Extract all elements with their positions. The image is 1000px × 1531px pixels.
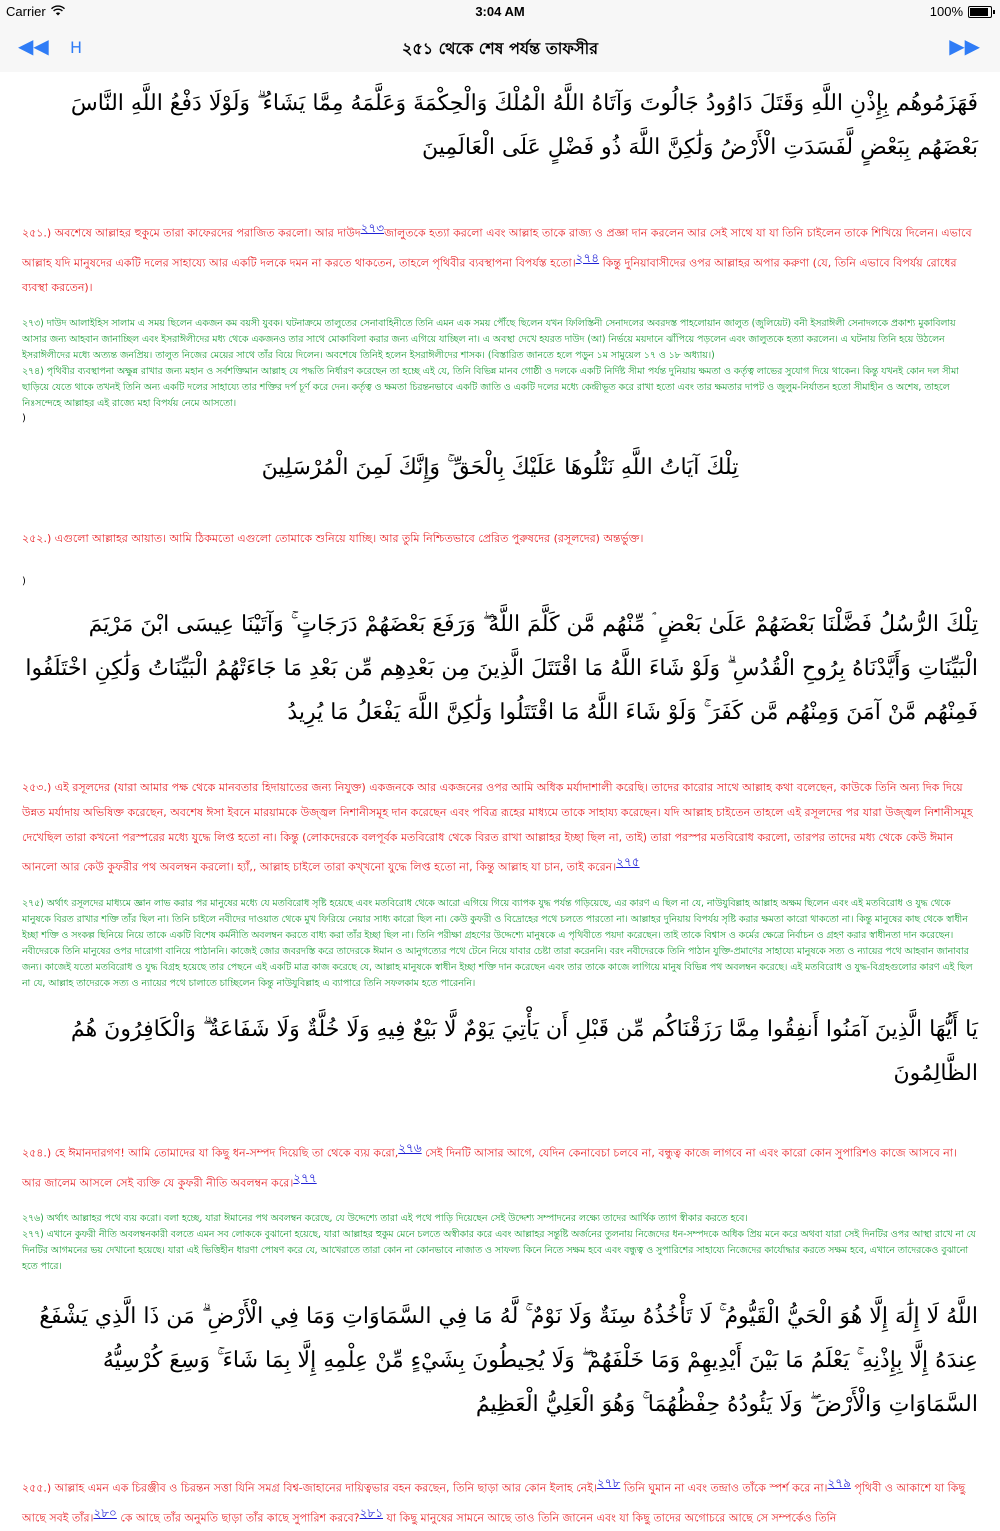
home-button[interactable]: H [70, 38, 83, 57]
translation-text: জালুতকে হত্যা করলো এবং আল্লাহ তাকে রাজ্য ও প্রজ্ঞা দান করলেন আর সেই সাথে যা যা তিনি চাইলেন তাকে শিখিয়ে দিলেন। এভাবে আল্লাহ যদি মানুষদের একটি দলের সাহায্যে আর একটি দলকে দমন না করতে থাকতেন, তাহলে পৃথিবীর ব্যবস্থাপনা বিপর্যস্ত হতো। [22, 226, 972, 270]
page-title: ২৫১ থেকে শেষ পর্যন্ত তাফসীর [401, 39, 599, 58]
translation-text: পৃথিবী ও আকাশে যা কিছু আছে সবই তাঁর। [22, 1481, 966, 1525]
closing-paren: ) [22, 413, 26, 425]
battery-percent: 100% [929, 4, 963, 19]
footnote-274: ২৭৪) পৃথিবীর ব্যবস্থাপনা অক্ষুন্ন রাখার জন্য মহান ও সর্বশক্তিমান আল্লাহ যে পদ্ধতি নির্ধারণ করেছেন তা হচ্ছে এই যে, তিনি বিভিন্ন মানব গোষ্ঠী ও দলকে একটি নির্দিষ্ট সীমা পর্যন্ত দুনিয়ায় ক্ষমতা ও কর্তৃত্ব লাভের সুযোগ দিয়ে থাকেন। কিন্তু যখনই কোন দল সীমা ছাড়িয়ে যেতে থাকে তখনই তিনি অন্য একটি দলের সাহায্যে তার শক্তির দর্প চূর্ণ করে দেন। কর্তৃত্ব ও ক্ষমতা চিরন্তনভাবে একটি জাতি ও একটি দলের মধ্যে কেন্দ্রীভূত করে রাখা হতো এবং তার ক্ষমতার দাপট ও জুলুম-নির্যাতন হতো সীমাহীন ও অশেষ, তাহলে নিঃসন্দেহে আল্লাহর এই রাজ্যে মহা বিপর্যয় নেমে আসতো। [22, 366, 959, 410]
footnote-273: ২৭৩) দাউদ আলাইহিস সালাম এ সময় ছিলেন একজন কম বয়সী যুবক। ঘটনাক্রমে তালুতের সেনাবাহিনীতে তিনি এমন এক সময় পৌঁছে ছিলেন যখন ফিলিস্তিনী সেনাদলের অবরদস্ত পাহলোয়ান জালুত (জুলিয়েট) বনী ইসরাঈলী সেনাদলকে প্রকাশ্য মুকাবিলায় আসার জন্য আহবান জানাচ্ছিল এবং ইসরাঈলীদের মধ্য থেকে একজনও তার সাথে মোকাবিলা করার জন্য এগিয়ে যাচ্ছিল না। এ অবস্থা দেখে হযরত দাউদ (আ) নির্ভয়ে ময়দানে ঝাঁপিয়ে পড়লেন এবং জালুতকে হত্যা করলেন। এ ঘটনায় তিনি হয়ে উঠলেন ইসরাঈলীদের মধ্যে অত্যন্ত জনপ্রিয়। তালুত নিজের মেয়ের সাথে তাঁর বিয়ে দিলেন। অবশেষে তিনিই হলেন ইসরাঈলীদের শাসক। (বিস্তারিত জানতে হলে পড়ুন ১ম সামুয়েল ১৭ ও ১৮ অধ্যায়।) [22, 318, 956, 362]
navigation-bar [0, 22, 1000, 72]
translation-text: সেই দিনটি আসার আগে, যেদিন কেনাবেচা চলবে না, বন্ধুত্ব কাজে লাগবে না এবং কারো কোন সুপারিশও কাজে আসবে না। আর জালেম আসলে সেই ব্যক্তি যে কুফরী নীতি অবলম্বন করে। [22, 1146, 957, 1190]
translation-255 [0, 1471, 1000, 1530]
footnote-link-278[interactable]: ২৭৮ [596, 1476, 621, 1491]
translation-text: যা কিছু মানুষের সামনে আছে তাও তিনি জানেন এবং যা কিছু তাদের অগোচরে আছে সে সম্পর্কেও তিনি [383, 1511, 837, 1525]
footnote-275: ২৭৫) অর্থাৎ রসূলদের মাধ্যমে জ্ঞান লাভ করার পর মানুষের মধ্যে যে মতবিরোধ সৃষ্টি হয়েছে এবং মতবিরোধ থেকে আরো এগিয়ে গিয়ে ব্যাপক যুদ্ধ পর্যন্ত গড়িয়েছে, এর কারণ এ ছিল না যে, নাউযুবিল্লাহ আল্লাহ অক্ষম ছিলেন এবং এই মতবিরোধ ও যুদ্ধ থেকে মানুষকে বিরত রাখার শক্তি তাঁর ছিল না। তিনি চাইলে নবীদের দাওয়াত থেকে মুখ ফিরিয়ে নেয়ার সাধ্য কারো ছিল না। কেউ কুফরী ও বিদ্রোহের পথে চলতে পারতো না। আল্লাহর দুনিয়ায় বিপর্যয় সৃষ্টি করার ক্ষমতা কারো থাকতো না। কিন্তু মানুষের কাছ থেকে স্বাধীন ইচ্ছা শক্তি ও সংকল্প ছিনিয়ে নিয়ে তাকে একটি বিশেষ কর্মনীতি অবলম্বন করতে বাধ্য করা তাঁর ইচ্ছা ছিল না। তিনি পরীক্ষা গ্রহণের উদ্দেশ্যে মানুষকে এ পৃথিবীতে পয়দা করেছেন। তাই তাকে বিশ্বাস ও কর্মের ক্ষেত্রে নির্বাচন ও গ্রহণ করার স্বাধীনতা দান করেছেন। নবীদেরকে তিনি মানুষের ওপর দারোগা বানিয়ে পাঠাননি। কাজেই জোর জবরদস্তি করে তাদেরকে ঈমান ও আনুগত্যের পথে টেনে নিয়ে যাবার চেষ্টা তারা করেননি। বরং নবীদেরকে তিনি পাঠান যুক্তি-প্রমাণের সাহায্যে মানুষকে সত্য ও ন্যায়ের পথে আহবান জানাবার জন্য। কাজেই যতো মতবিরোধ ও যুদ্ধ বিগ্রহ হয়েছে তার পেছনে এই একটি মাত্র কাজ করেছে যে, আল্লাহ মানুষকে স্বাধীন ইচ্ছা শক্তি দান করেছেন এবং তার তাকে কাজে লাগিয়ে মানুষ বিভিন্ন পথ অবলম্বন করেছে। এই মতবিরোধ ও যুদ্ধ-বিগ্রহগুলোর কারণ এই ছিল না যে, আল্লাহ তাদেরকে সত্য ও ন্যায়ের পথে চালাতে চাচ্ছিলেন কিন্তু নাউযুবিল্লাহ এ ব্যাপারে তিনি সফলকাম হতে পারেননি। [22, 897, 973, 989]
translation-text: ২৫৩.) এই রসূলদের (যারা আমার পক্ষ থেকে মানবতার হিদায়াতের জন্য নিযুক্ত) একজনকে আর একজনের ওপর আমি অধিক মর্যাদাশালী করেছি। তাদের কারোর সাথে আল্লাহ কথা বলেছেন, কাউকে তিনি অন্য দিক দিয়ে উন্নত মর্যাদায় অভিষিক্ত করেছেন, অবশেষ ঈসা ইবনে মারয়ামকে উজ্জ্বল নিশানীসমূহ দান করেছেন এবং পবিত্র রূহের মাধ্যমে তাকে সাহায্য করেছেন। যদি আল্লাহ চাইতেন তাহলে এই রসূলদের পর যারা উজ্জ্বল নিশানীসমূহ দেখেছিল তারা কখনো পরস্পরের মধ্যে যুদ্ধে লিপ্ত হতো না। কিন্তু (লোকদেরকে বলপূর্বক মতবিরোধ থেকে বিরত রাখা আল্লাহর ইচ্ছা ছিল না, তাই) তারা পরস্পর মতবিরোধ করলো, তারপর তাদের মধ্য থেকে কেউ ঈমান আনলো আর কেউ কুফরীর পথ অবলম্বন করলো। হ্যাঁ,, আল্লাহ চাইলে তারা কখ্খনো যুদ্ধে লিপ্ত হতো না, কিন্তু আল্লাহ যা চান, তাই করেন। [22, 781, 973, 874]
footnote-link-280[interactable]: ২৮০ [93, 1505, 117, 1520]
footnote-link-273[interactable]: ২৭৩ [360, 221, 385, 235]
next-button[interactable]: ▶▶ [949, 34, 980, 58]
clock: 3:04 AM [475, 4, 525, 19]
ayah-255: اللَّهُ لَا إِلَٰهَ إِلَّا هُوَ الْحَيُّ الْقَيُّومُ ۚ لَا تَأْخُذُهُ سِنَةٌ وَلَا نَوْمٌ ۚ لَّهُ مَا فِي السَّمَاوَاتِ وَمَا فِي الْأَرْضِ ۗ مَن ذَا الَّذِي يَشْفَعُ عِندَهُ إِلَّا بِإِذْنِهِ ۚ يَعْلَمُ مَا بَيْنَ أَيْدِيهِمْ وَمَا خَلْفَهُمْ ۖ وَلَا يُحِيطُونَ بِشَيْءٍ مِّنْ عِلْمِهِ إِلَّا بِمَا شَاءَ ۚ وَسِعَ كُرْسِيُّهُ السَّمَاوَاتِ وَالْأَرْضَ ۖ وَلَا يَئُودُهُ حِفْظُهُمَا ۚ وَهُوَ الْعَلِيُّ الْعَظِيمُ [39, 1304, 978, 1418]
translation-text: ২৫৫.) আল্লাহ এমন এক চিরঞ্জীব ও চিরন্তন সত্তা যিনি সমগ্র বিশ্ব-জাহানের দায়িত্বভার বহন করছেন, তিনি ছাড়া আর কোন ইলাহ নেই। [22, 1481, 597, 1495]
translation-text: তিনি ঘুমান না এবং তন্দ্রাও তাঁকে স্পর্শ করে না। [620, 1481, 828, 1495]
footnote-276: ২৭৬) অর্থাৎ আল্লাহর পথে ব্যয় করো। বলা হচ্ছে, যারা ঈমানের পথ অবলম্বন করেছে, যে উদ্দেশ্যে তারা এই পথে পাড়ি দিয়েছেন সেই উদ্দেশ্য সম্পাদনের লক্ষ্যে তাদের আর্থিক ত্যাগ স্বীকার করতে হবে। [22, 1213, 748, 1225]
status-bar [0, 0, 1000, 22]
translation-text: ২৫৪.) হে ঈমানদারগণ! আমি তোমাদের যা কিছু ধন-সম্পদ দিয়েছি তা থেকে ব্যয় করো, [22, 1146, 399, 1160]
closing-paren: ) [22, 576, 26, 588]
footnote-277: ২৭৭) এখানে কুফরী নীতি অবলম্বনকারী বলতে এমন সব লোককে বুঝানো হয়েছে, যারা আল্লাহর হুকুম মেনে চলতে অস্বীকার করে এবং আল্লাহর সন্তুষ্টি অর্জনের তুলনায় নিজেদের ধন-সম্পদকে অধিক প্রিয় মনে করে অথবা যারা সেই দিনটির ওপর আস্থা রাখে না যে দিনটির আগমনের ভয় দেখানো হয়েছে। যারা এই ভিত্তিহীন ধারণা পোষণ করে যে, আখেরাতে তারা কোন না কোনভাবে নাজাত ও সাফল্য কিনে নিতে সক্ষম হবে এবং বন্ধুত্ব ও সুপারিশের সাহায্যে নিজেদের কার্যোদ্ধার করতে সক্ষম হবে, এখানে তাদেরকেও বুঝানো হতে পারে। [22, 1229, 976, 1273]
ayah-251: فَهَزَمُوهُم بِإِذْنِ اللَّهِ وَقَتَلَ دَاوُودُ جَالُوتَ وَآتَاهُ اللَّهُ الْمُلْكَ وَالْحِكْمَةَ وَعَلَّمَهُ مِمَّا يَشَاءُ ۗ وَلَوْلَا دَفْعُ اللَّهِ النَّاسَ بَعْضَهُم بِبَعْضٍ لَّفَسَدَتِ الْأَرْضُ وَلَٰكِنَّ اللَّهَ ذُو فَضْلٍ عَلَى الْعَالَمِينَ [70, 91, 978, 160]
previous-button[interactable]: ◀◀ [18, 34, 49, 58]
battery-group [930, 4, 992, 19]
footnote-link-276[interactable]: ২৭৬ [398, 1140, 422, 1155]
ayah-252: تِلْكَ آيَاتُ اللَّهِ نَتْلُوهَا عَلَيْكَ بِالْحَقِّ ۚ وَإِنَّكَ لَمِنَ الْمُرْسَلِينَ [261, 455, 739, 481]
carrier-label: Carrier [6, 4, 46, 19]
footnote-link-274[interactable]: ২৭৪ [575, 250, 600, 265]
tafsir-content[interactable] [0, 72, 1000, 1525]
footnote-link-275[interactable]: ২৭৫ [616, 855, 640, 870]
footnote-link-281[interactable]: ২৮১ [359, 1505, 384, 1520]
translation-text: কিন্তু দুনিয়াবাসীদের ওপর আল্লাহর অপার করুণা (যে, তিনি এভাবে বিপর্যয় রোধের ব্যবস্থা করতেন)। [22, 256, 957, 295]
battery-nub [993, 10, 995, 14]
footnote-link-277[interactable]: ২৭৭ [293, 1170, 317, 1185]
ayah-254: يَا أَيُّهَا الَّذِينَ آمَنُوا أَنفِقُوا مِمَّا رَزَقْنَاكُم مِّن قَبْلِ أَن يَأْتِيَ يَوْمٌ لَّا بَيْعٌ فِيهِ وَلَا خُلَّةٌ وَلَا شَفَاعَةٌ ۗ وَالْكَافِرُونَ هُمُ الظَّالِمُونَ [70, 1016, 978, 1086]
translation-252: ২৫২.) এগুলো আল্লাহর আয়াত। আমি ঠিকমতো এগুলো তোমাকে শুনিয়ে যাচ্ছি। আর তুমি নিশ্চিতভাবে প্রেরিত পুরুষদের (রসূলদের) অন্তর্ভুক্ত। [22, 532, 644, 546]
translation-254 [0, 1136, 1000, 1195]
battery-icon [968, 6, 992, 18]
translation-text: ২৫১.) অবশেষে আল্লাহর হুকুমে তারা কাফেরদের পরাজিত করলো। আর দাউদ [22, 226, 361, 240]
translation-251 [0, 216, 1000, 300]
translation-253 [0, 775, 1000, 880]
footnote-link-279[interactable]: ২৭৯ [827, 1476, 851, 1491]
ayah-253: تِلْكَ الرُّسُلُ فَضَّلْنَا بَعْضَهُمْ عَلَىٰ بَعْضٍ ۘ مِّنْهُم مَّن كَلَّمَ اللَّهُ ۖ وَرَفَعَ بَعْضَهُمْ دَرَجَاتٍ ۚ وَآتَيْنَا عِيسَى ابْنَ مَرْيَمَ الْبَيِّنَاتِ وَأَيَّدْنَاهُ بِرُوحِ الْقُدُسِ ۗ وَلَوْ شَاءَ اللَّهُ مَا اقْتَتَلَ الَّذِينَ مِن بَعْدِهِم مِّن بَعْدِ مَا جَاءَتْهُمُ الْبَيِّنَاتُ وَلَٰكِنِ اخْتَلَفُوا فَمِنْهُم مَّنْ آمَنَ وَمِنْهُم مَّن كَفَرَ ۚ وَلَوْ شَاءَ اللَّهُ مَا اقْتَتَلُوا وَلَٰكِنَّ اللَّهَ يَفْعَلُ مَا يُرِيدُ [25, 612, 978, 726]
translation-text: কে আছে তাঁর অনুমতি ছাড়া তাঁর কাছে সুপারিশ করবে? [116, 1511, 360, 1525]
battery-fill [970, 8, 988, 16]
